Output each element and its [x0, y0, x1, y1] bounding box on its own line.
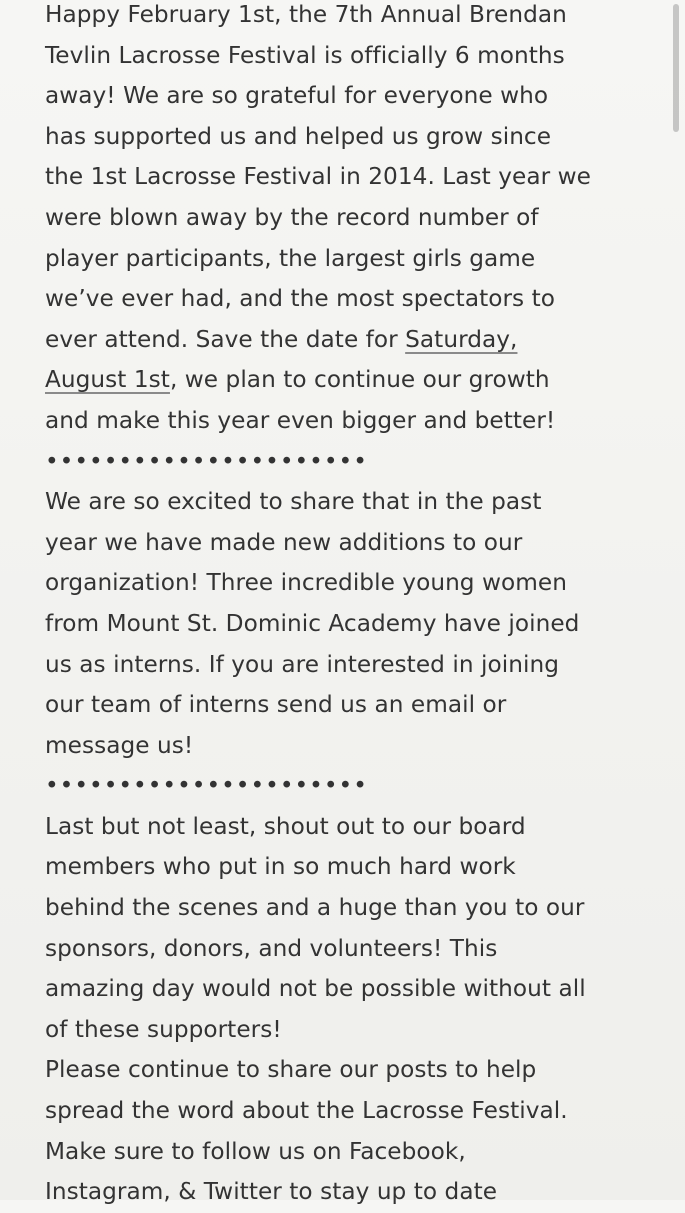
text-line: from Mount St. Dominic Academy have joined — [45, 609, 580, 637]
text-line: message us! — [45, 731, 194, 759]
paragraph-thanks — [45, 807, 645, 1213]
text-line — [45, 320, 645, 361]
text-line: our team of interns send us an email or — [45, 691, 507, 719]
text-line: organization! Three incredible young women — [45, 569, 567, 597]
text-line — [45, 360, 645, 401]
text-line: We are so excited to share that in the past — [45, 488, 542, 516]
paragraph-interns — [45, 482, 645, 766]
date-link[interactable]: August 1st — [45, 366, 170, 394]
text-line: us as interns. If you are interested in joining — [45, 650, 559, 678]
paragraph-announcement — [45, 0, 645, 442]
text-line: the 1st Lacrosse Festival in 2014. Last year we — [45, 163, 591, 191]
text-line: player participants, the largest girls game — [45, 244, 536, 272]
text-line: we’ve ever had, and the most spectators to — [45, 285, 555, 313]
text-line: spread the word about the Lacrosse Festival. — [45, 1097, 568, 1125]
text-line: Last but not least, shout out to our board — [45, 812, 526, 840]
text-line: of these supporters! — [45, 1015, 282, 1043]
text-line: Tevlin Lacrosse Festival is officially 6 months — [45, 41, 565, 69]
text-line: were blown away by the record number of — [45, 203, 539, 231]
dot-divider: •••••••••••••••••••••• — [45, 447, 368, 475]
text-line: year we have made new additions to our — [45, 528, 523, 556]
text-segment: ever attend. Save the date for — [45, 325, 406, 353]
note-body[interactable] — [45, 0, 645, 1213]
text-line: and make this year even bigger and better! — [45, 406, 556, 434]
text-line: members who put in so much hard work — [45, 853, 516, 881]
text-line: sponsors, donors, and volunteers! This — [45, 934, 498, 962]
text-line: has supported us and helped us grow since — [45, 122, 552, 150]
text-line: Please continue to share our posts to help — [45, 1056, 537, 1084]
text-line: amazing day would not be possible without all — [45, 975, 586, 1003]
text-segment: , we plan to continue our growth — [169, 366, 550, 394]
text-line: away! We are so grateful for everyone who — [45, 82, 549, 110]
text-line: Instagram, & Twitter to stay up to date — [45, 1178, 498, 1206]
text-line: behind the scenes and a huge than you to our — [45, 894, 585, 922]
text-line: Happy February 1st, the 7th Annual Brendan — [45, 1, 567, 28]
text-line: Make sure to follow us on Facebook, — [45, 1137, 466, 1165]
dot-divider: •••••••••••••••••••••• — [45, 772, 368, 800]
scroll-indicator[interactable] — [673, 4, 679, 132]
date-link[interactable]: Saturday, — [405, 325, 518, 353]
